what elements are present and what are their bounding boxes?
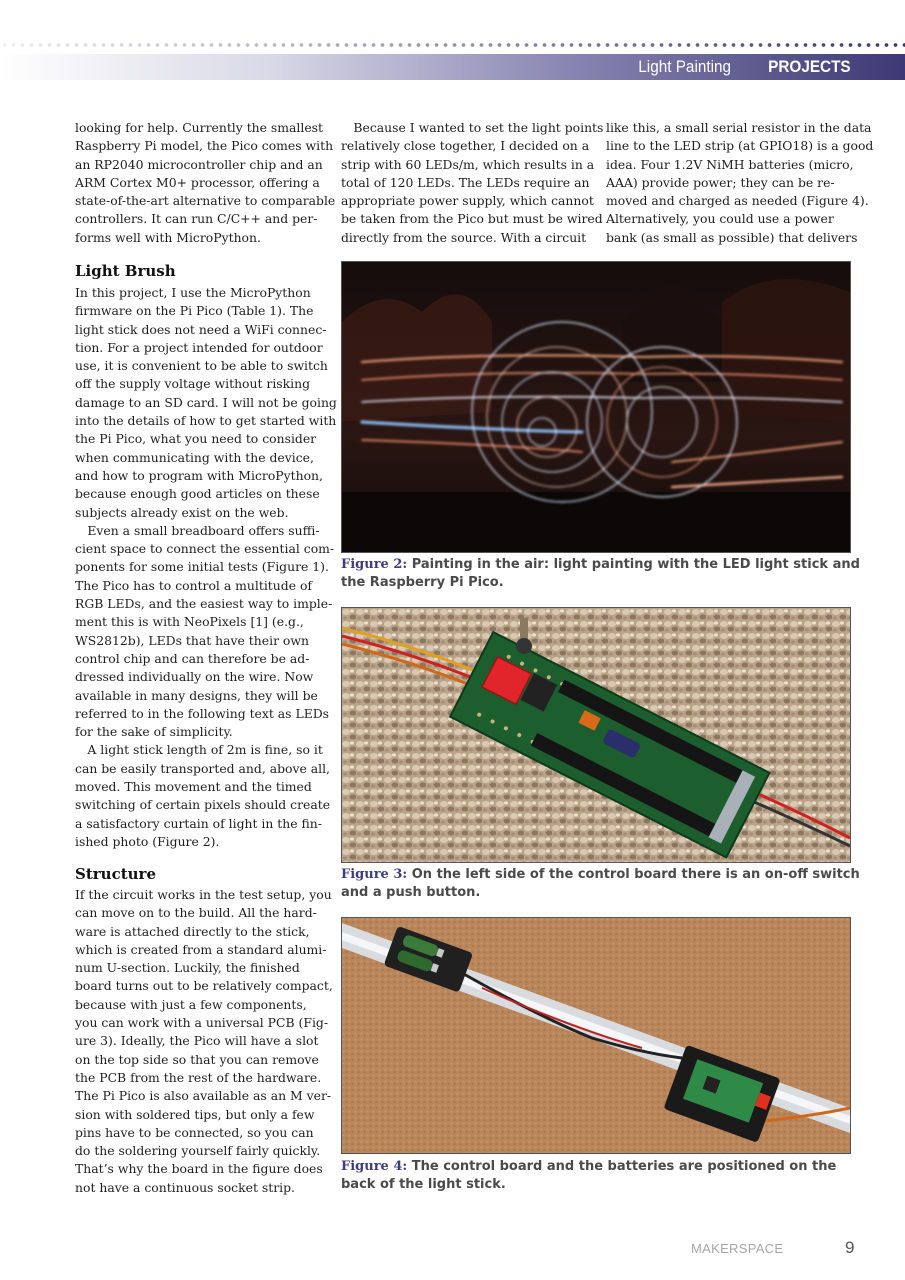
- text-line: ished photo (Figure 2).: [75, 833, 220, 849]
- text-line: state-of-the-art alternative to comparable: [75, 193, 336, 209]
- footer-magazine-name: MAKERSPACE: [691, 1241, 784, 1256]
- text-line: sion with soldered tips, but only a few: [75, 1106, 315, 1122]
- figure-4-label: Figure 4:: [341, 1159, 408, 1174]
- column3-paragraph: [606, 119, 873, 247]
- figure-2-caption: Figure 2: Painting in the air: light painting with the LED light stick and the Raspberry Pi Pico.: [341, 557, 860, 590]
- text-line: referred to in the following text as LEDs: [75, 705, 330, 721]
- text-line: on the top side so that you can remove: [75, 1051, 319, 1067]
- text-line: can be easily transported and, above all,: [75, 760, 330, 776]
- text-line: Raspberry Pi model, the Pico comes with: [75, 138, 334, 154]
- text-line: line to the LED strip (at GPIO18) is a good: [606, 138, 874, 154]
- text-line: total of 120 LEDs. The LEDs require an: [341, 174, 590, 190]
- text-line: looking for help. Currently the smallest: [75, 120, 324, 135]
- text-line: available in many designs, they will be: [75, 687, 318, 703]
- text-line: appropriate power supply, which cannot: [341, 193, 594, 209]
- text-line: switching of certain pixels should create: [75, 797, 331, 813]
- text-line: because enough good articles on these: [75, 486, 320, 502]
- figure-3-caption: Figure 3: On the left side of the control board there is an on-off switch and a push button.: [341, 867, 860, 900]
- text-line: control chip and can therefore be ad-: [75, 650, 310, 666]
- text-line: off the supply voltage without risking: [75, 376, 311, 392]
- text-line: ure 3). Ideally, the Pico will have a slot: [75, 1033, 319, 1049]
- text-line: use, it is convenient to be able to switch: [75, 358, 328, 374]
- text-line: Alternatively, you could use a power: [606, 211, 834, 227]
- header-dot-rule: [0, 40, 905, 50]
- figure-3-photo: [341, 607, 851, 863]
- text-line: and how to program with MicroPython,: [75, 467, 323, 483]
- text-line: tion. For a project intended for outdoor: [75, 339, 323, 355]
- text-line: The Pi Pico is also available as an M ver-: [75, 1088, 332, 1104]
- text-line: In this project, I use the MicroPython: [75, 285, 311, 300]
- text-line: the Pi Pico, what you need to consider: [75, 431, 317, 447]
- text-line: subjects already exist on the web.: [75, 504, 289, 520]
- text-line: That’s why the board in the figure does: [75, 1161, 323, 1177]
- text-line: idea. Four 1.2V NiMH batteries (micro,: [606, 156, 854, 172]
- heading-structure: Structure: [75, 865, 156, 883]
- text-line: directly from the source. With a circuit: [341, 229, 587, 245]
- text-line: not have a continuous socket strip.: [75, 1179, 295, 1195]
- text-line: board turns out to be relatively compact,: [75, 978, 333, 994]
- text-line: when communicating with the device,: [75, 449, 314, 465]
- text-line: forms well with MicroPython.: [75, 229, 261, 245]
- text-line: ARM Cortex M0+ processor, offering a: [75, 174, 320, 190]
- text-line: ware is attached directly to the stick,: [75, 923, 310, 939]
- text-line: Even a small breadboard offers suffi-: [75, 522, 320, 538]
- text-line: the PCB from the rest of the hardware.: [75, 1069, 322, 1085]
- text-line: num U-section. Luckily, the finished: [75, 960, 300, 976]
- text-line: moved and charged as needed (Figure 4).: [606, 193, 869, 209]
- intro-paragraph: [75, 119, 335, 247]
- figure-2-photo: [341, 261, 851, 553]
- text-line: controllers. It can run C/C++ and per-: [75, 211, 318, 227]
- text-line: which is created from a standard alumi-: [75, 941, 327, 957]
- text-line: like this, a small serial resistor in the data: [606, 120, 872, 135]
- figure-2-label: Figure 2:: [341, 557, 408, 572]
- text-line: bank (as small as possible) that delivers: [606, 229, 858, 245]
- text-line: AAA) provide power; they can be re-: [606, 174, 835, 190]
- text-line: you can work with a universal PCB (Fig-: [75, 1015, 329, 1031]
- text-line: because with just a few components,: [75, 996, 307, 1012]
- text-line: dressed individually on the wire. Now: [75, 669, 314, 685]
- text-line: pins have to be connected, so you can: [75, 1124, 314, 1140]
- text-line: RGB LEDs, and the easiest way to imple-: [75, 596, 333, 612]
- text-line: The Pico has to control a multitude of: [75, 577, 313, 593]
- text-line: ment this is with NeoPixels [1] (e.g.,: [75, 614, 304, 630]
- figure-4-photo: [341, 917, 851, 1154]
- text-line: Because I wanted to set the light points: [341, 120, 604, 135]
- structure-paragraph: [75, 886, 333, 1197]
- text-line: moved. This movement and the timed: [75, 779, 312, 795]
- text-line: damage to an SD card. I will not be going: [75, 394, 337, 410]
- text-line: do the soldering yourself fairly quickly.: [75, 1143, 321, 1159]
- text-line: relatively close together, I decided on a: [341, 138, 590, 154]
- footer-page-number: 9: [845, 1238, 855, 1257]
- figure-3-label: Figure 3:: [341, 867, 408, 882]
- text-line: light stick does not need a WiFi connec-: [75, 321, 327, 337]
- category-label: PROJECTS: [768, 57, 851, 76]
- text-line: a satisfactory curtain of light in the fin-: [75, 815, 322, 831]
- text-line: A light stick length of 2m is fine, so it: [75, 742, 323, 758]
- light-brush-paragraph: [75, 284, 337, 851]
- text-line: cient space to connect the essential com-: [75, 541, 335, 557]
- text-line: can move on to the build. All the hard-: [75, 905, 317, 921]
- text-line: an RP2040 microcontroller chip and an: [75, 156, 323, 172]
- figure-4-caption: Figure 4: The control board and the batteries are positioned on the back of the light stick.: [341, 1159, 837, 1192]
- text-line: ponents for some initial tests (Figure 1).: [75, 559, 329, 575]
- text-line: firmware on the Pi Pico (Table 1). The: [75, 303, 314, 319]
- section-title: Light Painting: [638, 57, 731, 76]
- text-line: WS2812b), LEDs that have their own: [75, 632, 309, 648]
- text-line: If the circuit works in the test setup, you: [75, 887, 332, 902]
- text-line: be taken from the Pico but must be wired: [341, 211, 603, 227]
- text-line: into the details of how to get started with: [75, 413, 337, 429]
- text-line: strip with 60 LEDs/m, which results in a: [341, 156, 595, 172]
- text-line: for the sake of simplicity.: [75, 724, 233, 740]
- heading-light-brush: Light Brush: [75, 262, 176, 280]
- column2-paragraph: [341, 119, 603, 247]
